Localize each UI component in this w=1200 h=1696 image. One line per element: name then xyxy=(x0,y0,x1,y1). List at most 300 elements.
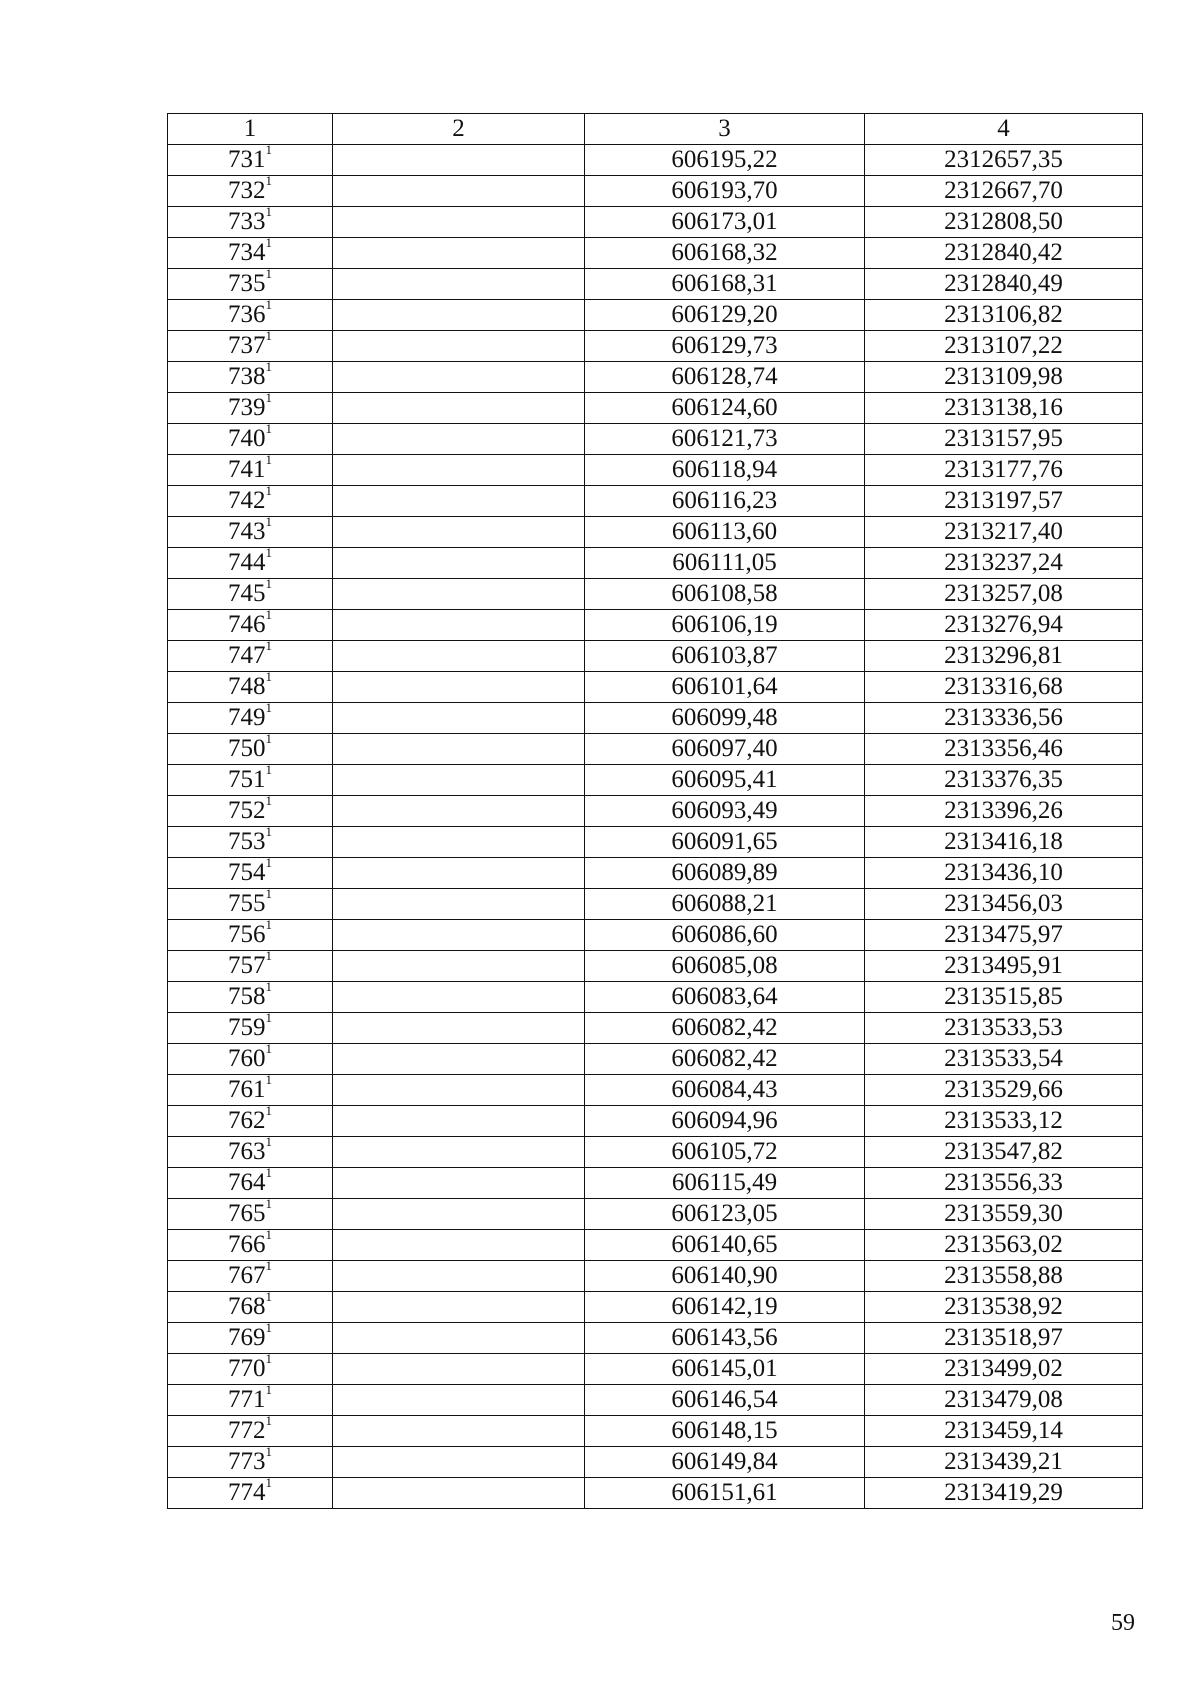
point-number-superscript: 1 xyxy=(265,609,272,622)
point-number-cell xyxy=(168,1292,333,1323)
x-coordinate-cell: 606082,42 xyxy=(585,1013,865,1044)
point-number: 747 xyxy=(228,642,266,669)
point-number-superscript: 1 xyxy=(265,1446,272,1459)
point-number-superscript: 1 xyxy=(265,299,272,312)
point-number-cell xyxy=(168,362,333,393)
y-coordinate-cell: 2313157,95 xyxy=(865,424,1143,455)
point-number-cell xyxy=(168,827,333,858)
point-number-cell xyxy=(168,176,333,207)
x-coordinate-cell: 606151,61 xyxy=(585,1478,865,1509)
column-2-cell xyxy=(333,734,585,765)
table-row xyxy=(168,1199,1143,1230)
point-number: 732 xyxy=(228,177,266,204)
y-coordinate-cell: 2313177,76 xyxy=(865,455,1143,486)
point-number-cell xyxy=(168,672,333,703)
x-coordinate-cell: 606099,48 xyxy=(585,703,865,734)
column-2-cell xyxy=(333,424,585,455)
x-coordinate-cell: 606084,43 xyxy=(585,1075,865,1106)
point-number: 742 xyxy=(228,487,266,514)
x-coordinate-cell: 606115,49 xyxy=(585,1168,865,1199)
point-number-cell xyxy=(168,455,333,486)
table-row xyxy=(168,331,1143,362)
point-number-cell xyxy=(168,1106,333,1137)
point-number-superscript: 1 xyxy=(265,237,272,250)
point-number-cell xyxy=(168,1478,333,1509)
y-coordinate-cell: 2313495,91 xyxy=(865,951,1143,982)
point-number: 770 xyxy=(228,1355,266,1382)
point-number: 748 xyxy=(228,673,266,700)
x-coordinate-cell: 606093,49 xyxy=(585,796,865,827)
column-header-2: 2 xyxy=(333,114,585,145)
point-number-cell xyxy=(168,1385,333,1416)
x-coordinate-cell: 606149,84 xyxy=(585,1447,865,1478)
table-row xyxy=(168,424,1143,455)
x-coordinate-cell: 606140,90 xyxy=(585,1261,865,1292)
column-2-cell xyxy=(333,641,585,672)
point-number: 738 xyxy=(228,363,266,390)
column-2-cell xyxy=(333,207,585,238)
table-row xyxy=(168,1106,1143,1137)
table-row xyxy=(168,765,1143,796)
y-coordinate-cell: 2313533,54 xyxy=(865,1044,1143,1075)
x-coordinate-cell: 606116,23 xyxy=(585,486,865,517)
point-number-cell xyxy=(168,1447,333,1478)
y-coordinate-cell: 2313538,92 xyxy=(865,1292,1143,1323)
table-row xyxy=(168,238,1143,269)
point-number-superscript: 1 xyxy=(265,454,272,467)
x-coordinate-cell: 606168,31 xyxy=(585,269,865,300)
point-number: 753 xyxy=(228,828,266,855)
column-2-cell xyxy=(333,176,585,207)
point-number-cell xyxy=(168,610,333,641)
point-number-superscript: 1 xyxy=(265,1353,272,1366)
column-2-cell xyxy=(333,672,585,703)
column-2-cell xyxy=(333,331,585,362)
column-2-cell xyxy=(333,1168,585,1199)
column-2-cell xyxy=(333,1323,585,1354)
y-coordinate-cell: 2313439,21 xyxy=(865,1447,1143,1478)
point-number-superscript: 1 xyxy=(265,826,272,839)
y-coordinate-cell: 2313197,57 xyxy=(865,486,1143,517)
table-row xyxy=(168,455,1143,486)
x-coordinate-cell: 606128,74 xyxy=(585,362,865,393)
point-number-cell xyxy=(168,982,333,1013)
table-row xyxy=(168,517,1143,548)
y-coordinate-cell: 2313529,66 xyxy=(865,1075,1143,1106)
y-coordinate-cell: 2313479,08 xyxy=(865,1385,1143,1416)
point-number-cell xyxy=(168,331,333,362)
point-number: 767 xyxy=(228,1262,266,1289)
point-number-superscript: 1 xyxy=(265,1260,272,1273)
table-row xyxy=(168,176,1143,207)
point-number: 745 xyxy=(228,580,266,607)
point-number-superscript: 1 xyxy=(265,950,272,963)
y-coordinate-cell: 2313217,40 xyxy=(865,517,1143,548)
point-number-superscript: 1 xyxy=(265,392,272,405)
x-coordinate-cell: 606145,01 xyxy=(585,1354,865,1385)
y-coordinate-cell: 2313436,10 xyxy=(865,858,1143,889)
x-coordinate-cell: 606168,32 xyxy=(585,238,865,269)
point-number-superscript: 1 xyxy=(265,516,272,529)
point-number: 773 xyxy=(228,1448,266,1475)
point-number-cell xyxy=(168,1261,333,1292)
x-coordinate-cell: 606123,05 xyxy=(585,1199,865,1230)
y-coordinate-cell: 2313475,97 xyxy=(865,920,1143,951)
y-coordinate-cell: 2313518,97 xyxy=(865,1323,1143,1354)
table-row xyxy=(168,1385,1143,1416)
x-coordinate-cell: 606148,15 xyxy=(585,1416,865,1447)
x-coordinate-cell: 606094,96 xyxy=(585,1106,865,1137)
table-row xyxy=(168,734,1143,765)
y-coordinate-cell: 2313515,85 xyxy=(865,982,1143,1013)
point-number-cell xyxy=(168,641,333,672)
point-number-cell xyxy=(168,300,333,331)
table-row xyxy=(168,672,1143,703)
point-number: 764 xyxy=(228,1169,266,1196)
column-2-cell xyxy=(333,1137,585,1168)
point-number-cell xyxy=(168,424,333,455)
point-number-cell xyxy=(168,858,333,889)
coordinates-table xyxy=(167,113,1143,1509)
x-coordinate-cell: 606129,73 xyxy=(585,331,865,362)
column-2-cell xyxy=(333,362,585,393)
table-row xyxy=(168,1075,1143,1106)
point-number: 731 xyxy=(228,146,266,173)
y-coordinate-cell: 2313109,98 xyxy=(865,362,1143,393)
column-2-cell xyxy=(333,1292,585,1323)
x-coordinate-cell: 606173,01 xyxy=(585,207,865,238)
y-coordinate-cell: 2313296,81 xyxy=(865,641,1143,672)
point-number-cell xyxy=(168,703,333,734)
y-coordinate-cell: 2313547,82 xyxy=(865,1137,1143,1168)
point-number: 744 xyxy=(228,549,266,576)
column-2-cell xyxy=(333,579,585,610)
point-number-superscript: 1 xyxy=(265,1229,272,1242)
y-coordinate-cell: 2313459,14 xyxy=(865,1416,1143,1447)
x-coordinate-cell: 606089,89 xyxy=(585,858,865,889)
point-number: 743 xyxy=(228,518,266,545)
point-number-cell xyxy=(168,1013,333,1044)
point-number-cell xyxy=(168,734,333,765)
x-coordinate-cell: 606088,21 xyxy=(585,889,865,920)
y-coordinate-cell: 2313559,30 xyxy=(865,1199,1143,1230)
table-row xyxy=(168,207,1143,238)
column-2-cell xyxy=(333,145,585,176)
x-coordinate-cell: 606113,60 xyxy=(585,517,865,548)
point-number-cell xyxy=(168,486,333,517)
table-row xyxy=(168,1323,1143,1354)
y-coordinate-cell: 2313533,12 xyxy=(865,1106,1143,1137)
x-coordinate-cell: 606091,65 xyxy=(585,827,865,858)
y-coordinate-cell: 2313316,68 xyxy=(865,672,1143,703)
point-number: 754 xyxy=(228,859,266,886)
point-number-cell xyxy=(168,1323,333,1354)
point-number: 769 xyxy=(228,1324,266,1351)
point-number: 752 xyxy=(228,797,266,824)
table-row xyxy=(168,889,1143,920)
x-coordinate-cell: 606124,60 xyxy=(585,393,865,424)
x-coordinate-cell: 606101,64 xyxy=(585,672,865,703)
y-coordinate-cell: 2313237,24 xyxy=(865,548,1143,579)
column-2-cell xyxy=(333,1478,585,1509)
x-coordinate-cell: 606082,42 xyxy=(585,1044,865,1075)
point-number-cell xyxy=(168,1230,333,1261)
x-coordinate-cell: 606106,19 xyxy=(585,610,865,641)
point-number: 755 xyxy=(228,890,266,917)
column-2-cell xyxy=(333,1261,585,1292)
y-coordinate-cell: 2312657,35 xyxy=(865,145,1143,176)
point-number-superscript: 1 xyxy=(265,1291,272,1304)
point-number-cell xyxy=(168,796,333,827)
point-number-superscript: 1 xyxy=(265,206,272,219)
y-coordinate-cell: 2313257,08 xyxy=(865,579,1143,610)
column-2-cell xyxy=(333,1106,585,1137)
point-number-superscript: 1 xyxy=(265,733,272,746)
point-number: 771 xyxy=(228,1386,266,1413)
y-coordinate-cell: 2313416,18 xyxy=(865,827,1143,858)
column-header-4: 4 xyxy=(865,114,1143,145)
point-number-superscript: 1 xyxy=(265,1198,272,1211)
point-number-cell xyxy=(168,1354,333,1385)
point-number-cell xyxy=(168,207,333,238)
column-2-cell xyxy=(333,393,585,424)
point-number-superscript: 1 xyxy=(265,919,272,932)
table-row xyxy=(168,269,1143,300)
table-row xyxy=(168,1013,1143,1044)
column-2-cell xyxy=(333,1013,585,1044)
point-number-cell xyxy=(168,1075,333,1106)
column-2-cell xyxy=(333,517,585,548)
point-number-cell xyxy=(168,889,333,920)
column-2-cell xyxy=(333,1416,585,1447)
y-coordinate-cell: 2313336,56 xyxy=(865,703,1143,734)
point-number-superscript: 1 xyxy=(265,144,272,157)
point-number: 758 xyxy=(228,983,266,1010)
point-number: 768 xyxy=(228,1293,266,1320)
x-coordinate-cell: 606086,60 xyxy=(585,920,865,951)
column-header-1: 1 xyxy=(168,114,333,145)
point-number: 741 xyxy=(228,456,266,483)
x-coordinate-cell: 606097,40 xyxy=(585,734,865,765)
y-coordinate-cell: 2313356,46 xyxy=(865,734,1143,765)
x-coordinate-cell: 606085,08 xyxy=(585,951,865,982)
point-number-superscript: 1 xyxy=(265,1477,272,1490)
point-number: 733 xyxy=(228,208,266,235)
point-number-superscript: 1 xyxy=(265,671,272,684)
point-number-cell xyxy=(168,1137,333,1168)
y-coordinate-cell: 2312840,42 xyxy=(865,238,1143,269)
point-number: 735 xyxy=(228,270,266,297)
x-coordinate-cell: 606195,22 xyxy=(585,145,865,176)
y-coordinate-cell: 2313276,94 xyxy=(865,610,1143,641)
table-row xyxy=(168,1261,1143,1292)
column-2-cell xyxy=(333,889,585,920)
column-2-cell xyxy=(333,982,585,1013)
table-row xyxy=(168,486,1143,517)
point-number: 774 xyxy=(228,1479,266,1506)
point-number-cell xyxy=(168,269,333,300)
table-row xyxy=(168,982,1143,1013)
table-row xyxy=(168,641,1143,672)
y-coordinate-cell: 2313456,03 xyxy=(865,889,1143,920)
point-number: 749 xyxy=(228,704,266,731)
column-2-cell xyxy=(333,765,585,796)
point-number: 757 xyxy=(228,952,266,979)
x-coordinate-cell: 606103,87 xyxy=(585,641,865,672)
column-2-cell xyxy=(333,548,585,579)
x-coordinate-cell: 606111,05 xyxy=(585,548,865,579)
column-2-cell xyxy=(333,920,585,951)
x-coordinate-cell: 606083,64 xyxy=(585,982,865,1013)
x-coordinate-cell: 606143,56 xyxy=(585,1323,865,1354)
point-number-cell xyxy=(168,548,333,579)
point-number-cell xyxy=(168,1199,333,1230)
y-coordinate-cell: 2313533,53 xyxy=(865,1013,1143,1044)
point-number: 737 xyxy=(228,332,266,359)
point-number-cell xyxy=(168,393,333,424)
point-number-superscript: 1 xyxy=(265,578,272,591)
table-body xyxy=(168,145,1143,1509)
table-row xyxy=(168,796,1143,827)
point-number-superscript: 1 xyxy=(265,1105,272,1118)
table-row xyxy=(168,393,1143,424)
point-number: 761 xyxy=(228,1076,266,1103)
table-row xyxy=(168,703,1143,734)
point-number-cell xyxy=(168,579,333,610)
column-2-cell xyxy=(333,951,585,982)
point-number-superscript: 1 xyxy=(265,1136,272,1149)
point-number: 756 xyxy=(228,921,266,948)
point-number: 736 xyxy=(228,301,266,328)
point-number-superscript: 1 xyxy=(265,1012,272,1025)
y-coordinate-cell: 2313499,02 xyxy=(865,1354,1143,1385)
point-number-cell xyxy=(168,1044,333,1075)
point-number: 740 xyxy=(228,425,266,452)
point-number-superscript: 1 xyxy=(265,1043,272,1056)
table-header-row xyxy=(168,114,1143,145)
y-coordinate-cell: 2313376,35 xyxy=(865,765,1143,796)
point-number-superscript: 1 xyxy=(265,764,272,777)
point-number-cell xyxy=(168,238,333,269)
table-row xyxy=(168,1354,1143,1385)
table-row xyxy=(168,1168,1143,1199)
column-2-cell xyxy=(333,238,585,269)
column-2-cell xyxy=(333,1385,585,1416)
point-number-cell xyxy=(168,920,333,951)
table-row xyxy=(168,1044,1143,1075)
x-coordinate-cell: 606193,70 xyxy=(585,176,865,207)
x-coordinate-cell: 606108,58 xyxy=(585,579,865,610)
point-number: 766 xyxy=(228,1231,266,1258)
y-coordinate-cell: 2312840,49 xyxy=(865,269,1143,300)
point-number-superscript: 1 xyxy=(265,1074,272,1087)
page-number: 59 xyxy=(1111,1610,1135,1636)
y-coordinate-cell: 2313558,88 xyxy=(865,1261,1143,1292)
point-number: 746 xyxy=(228,611,266,638)
column-2-cell xyxy=(333,1230,585,1261)
x-coordinate-cell: 606095,41 xyxy=(585,765,865,796)
column-2-cell xyxy=(333,796,585,827)
column-2-cell xyxy=(333,858,585,889)
table-row xyxy=(168,920,1143,951)
point-number: 739 xyxy=(228,394,266,421)
point-number-superscript: 1 xyxy=(265,330,272,343)
y-coordinate-cell: 2313138,16 xyxy=(865,393,1143,424)
point-number: 734 xyxy=(228,239,266,266)
table-row xyxy=(168,827,1143,858)
table-row xyxy=(168,548,1143,579)
x-coordinate-cell: 606118,94 xyxy=(585,455,865,486)
table-row xyxy=(168,579,1143,610)
point-number-superscript: 1 xyxy=(265,888,272,901)
point-number-cell xyxy=(168,1168,333,1199)
y-coordinate-cell: 2313563,02 xyxy=(865,1230,1143,1261)
table-row xyxy=(168,951,1143,982)
point-number-superscript: 1 xyxy=(265,795,272,808)
table-row xyxy=(168,1230,1143,1261)
point-number-superscript: 1 xyxy=(265,640,272,653)
column-2-cell xyxy=(333,455,585,486)
table-row xyxy=(168,145,1143,176)
table-row xyxy=(168,1292,1143,1323)
x-coordinate-cell: 606140,65 xyxy=(585,1230,865,1261)
column-2-cell xyxy=(333,300,585,331)
column-2-cell xyxy=(333,269,585,300)
column-2-cell xyxy=(333,486,585,517)
column-2-cell xyxy=(333,1199,585,1230)
column-2-cell xyxy=(333,1075,585,1106)
y-coordinate-cell: 2312667,70 xyxy=(865,176,1143,207)
point-number-superscript: 1 xyxy=(265,702,272,715)
column-2-cell xyxy=(333,1354,585,1385)
point-number-cell xyxy=(168,145,333,176)
point-number-superscript: 1 xyxy=(265,1322,272,1335)
point-number: 750 xyxy=(228,735,266,762)
table-row xyxy=(168,1478,1143,1509)
point-number-superscript: 1 xyxy=(265,485,272,498)
point-number-superscript: 1 xyxy=(265,547,272,560)
point-number: 763 xyxy=(228,1138,266,1165)
point-number: 760 xyxy=(228,1045,266,1072)
point-number-superscript: 1 xyxy=(265,981,272,994)
coordinates-table-container xyxy=(167,113,1142,1509)
x-coordinate-cell: 606146,54 xyxy=(585,1385,865,1416)
y-coordinate-cell: 2313107,22 xyxy=(865,331,1143,362)
x-coordinate-cell: 606142,19 xyxy=(585,1292,865,1323)
point-number: 751 xyxy=(228,766,266,793)
column-2-cell xyxy=(333,703,585,734)
y-coordinate-cell: 2313556,33 xyxy=(865,1168,1143,1199)
table-row xyxy=(168,362,1143,393)
table-row xyxy=(168,1137,1143,1168)
point-number-superscript: 1 xyxy=(265,1167,272,1180)
column-2-cell xyxy=(333,610,585,641)
point-number-superscript: 1 xyxy=(265,1384,272,1397)
point-number-cell xyxy=(168,1416,333,1447)
table-row xyxy=(168,300,1143,331)
x-coordinate-cell: 606105,72 xyxy=(585,1137,865,1168)
y-coordinate-cell: 2312808,50 xyxy=(865,207,1143,238)
y-coordinate-cell: 2313396,26 xyxy=(865,796,1143,827)
x-coordinate-cell: 606129,20 xyxy=(585,300,865,331)
point-number-superscript: 1 xyxy=(265,268,272,281)
point-number-superscript: 1 xyxy=(265,1415,272,1428)
point-number-cell xyxy=(168,765,333,796)
point-number: 762 xyxy=(228,1107,266,1134)
point-number-cell xyxy=(168,517,333,548)
point-number-cell xyxy=(168,951,333,982)
point-number: 765 xyxy=(228,1200,266,1227)
